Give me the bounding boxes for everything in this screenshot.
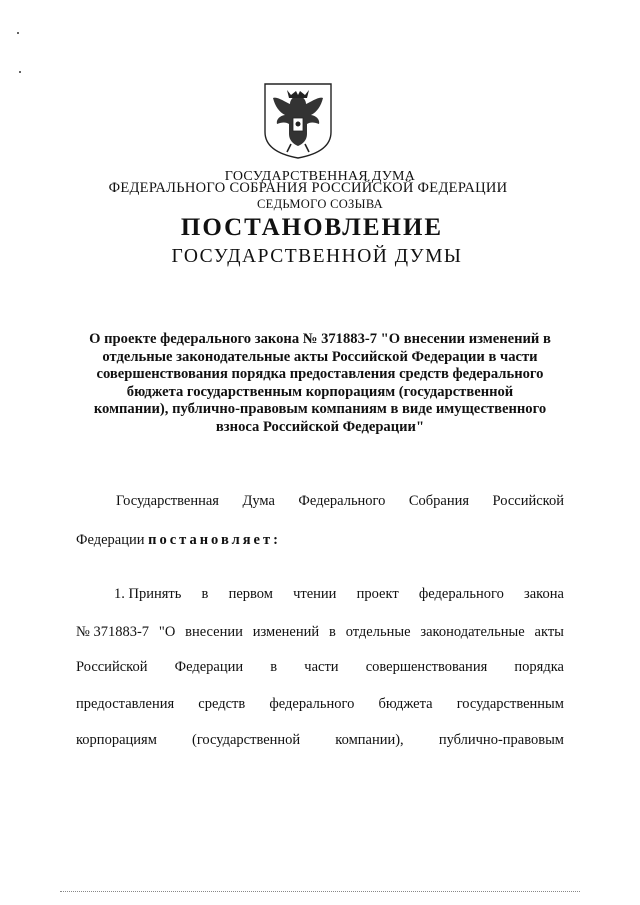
- word: государственным: [456, 696, 564, 712]
- word: совершенствования: [365, 659, 488, 675]
- word: первом: [228, 586, 273, 602]
- word: порядка: [514, 659, 564, 675]
- word: изменений: [252, 624, 320, 640]
- word: законодательные: [420, 624, 525, 640]
- word: № 371883-7: [76, 624, 150, 640]
- preamble-line: [76, 532, 564, 549]
- scan-speck: [19, 71, 21, 73]
- word: отдельные: [345, 624, 411, 640]
- word: Российской: [76, 659, 148, 675]
- item-line: [76, 659, 564, 676]
- word: части: [304, 659, 339, 675]
- word: Дума: [242, 493, 275, 509]
- word: в: [328, 624, 336, 640]
- decision-word: постановляет:: [148, 532, 281, 548]
- item-line: [76, 696, 564, 713]
- word: Федерации: [174, 659, 244, 675]
- subject-line: взноса Российской Федерации": [215, 418, 425, 435]
- word: бюджета: [378, 696, 433, 712]
- subject-line: отдельные законодательные акты Российской Федерации в части: [102, 348, 538, 365]
- word: корпорациям: [76, 732, 157, 748]
- scan-speck: [17, 32, 19, 34]
- word: внесении: [185, 624, 243, 640]
- word: Российской: [492, 493, 564, 509]
- subject-line: бюджета государственным корпорациям (государственной: [126, 383, 514, 400]
- word: средств: [198, 696, 246, 712]
- header-duma: ГОСУДАРСТВЕННАЯ ДУМА: [224, 169, 416, 184]
- word: компании),: [335, 732, 404, 748]
- word: 1. Принять: [114, 586, 182, 602]
- word: проект: [356, 586, 399, 602]
- item-line: [76, 624, 564, 641]
- word: в: [270, 659, 278, 675]
- item-line: [76, 586, 564, 603]
- header-convocation: СЕДЬМОГО СОЗЫВА: [257, 197, 383, 211]
- word: акты: [534, 624, 564, 640]
- subject-line: совершенствования порядка предоставления средств федерального: [96, 366, 544, 382]
- word: предоставления: [76, 696, 175, 712]
- coat-of-arms-icon: [263, 82, 333, 160]
- word: в: [201, 586, 209, 602]
- word: Федерального: [298, 493, 386, 509]
- word: Федерации: [76, 532, 145, 548]
- preamble-line: [76, 493, 564, 510]
- word: федерального: [269, 696, 355, 712]
- word: публично-правовым: [438, 732, 564, 748]
- item-line: [76, 732, 564, 749]
- word: Государственная: [116, 493, 219, 509]
- word: "О: [158, 624, 176, 640]
- word: (государственной: [192, 732, 301, 748]
- word: федерального: [418, 586, 504, 602]
- word: чтении: [293, 586, 337, 602]
- word: Собрания: [408, 493, 470, 509]
- word: закона: [524, 586, 564, 602]
- subject-line: О проекте федерального закона № 371883-7 "О внесении изменений в: [89, 331, 551, 347]
- document-title: ПОСТАНОВЛЕНИЕ: [180, 214, 444, 241]
- page-cut-line: [60, 891, 580, 893]
- subject-line: компании), публично-правовым компаниям в виде имущественного: [93, 401, 547, 417]
- document-subtitle: ГОСУДАРСТВЕННОЙ ДУМЫ: [171, 246, 463, 267]
- header-assembly: ФЕДЕРАЛЬНОГО СОБРАНИЯ РОССИЙСКОЙ ФЕДЕРАЦИИ: [108, 180, 508, 196]
- resolution-subject: [70, 331, 570, 436]
